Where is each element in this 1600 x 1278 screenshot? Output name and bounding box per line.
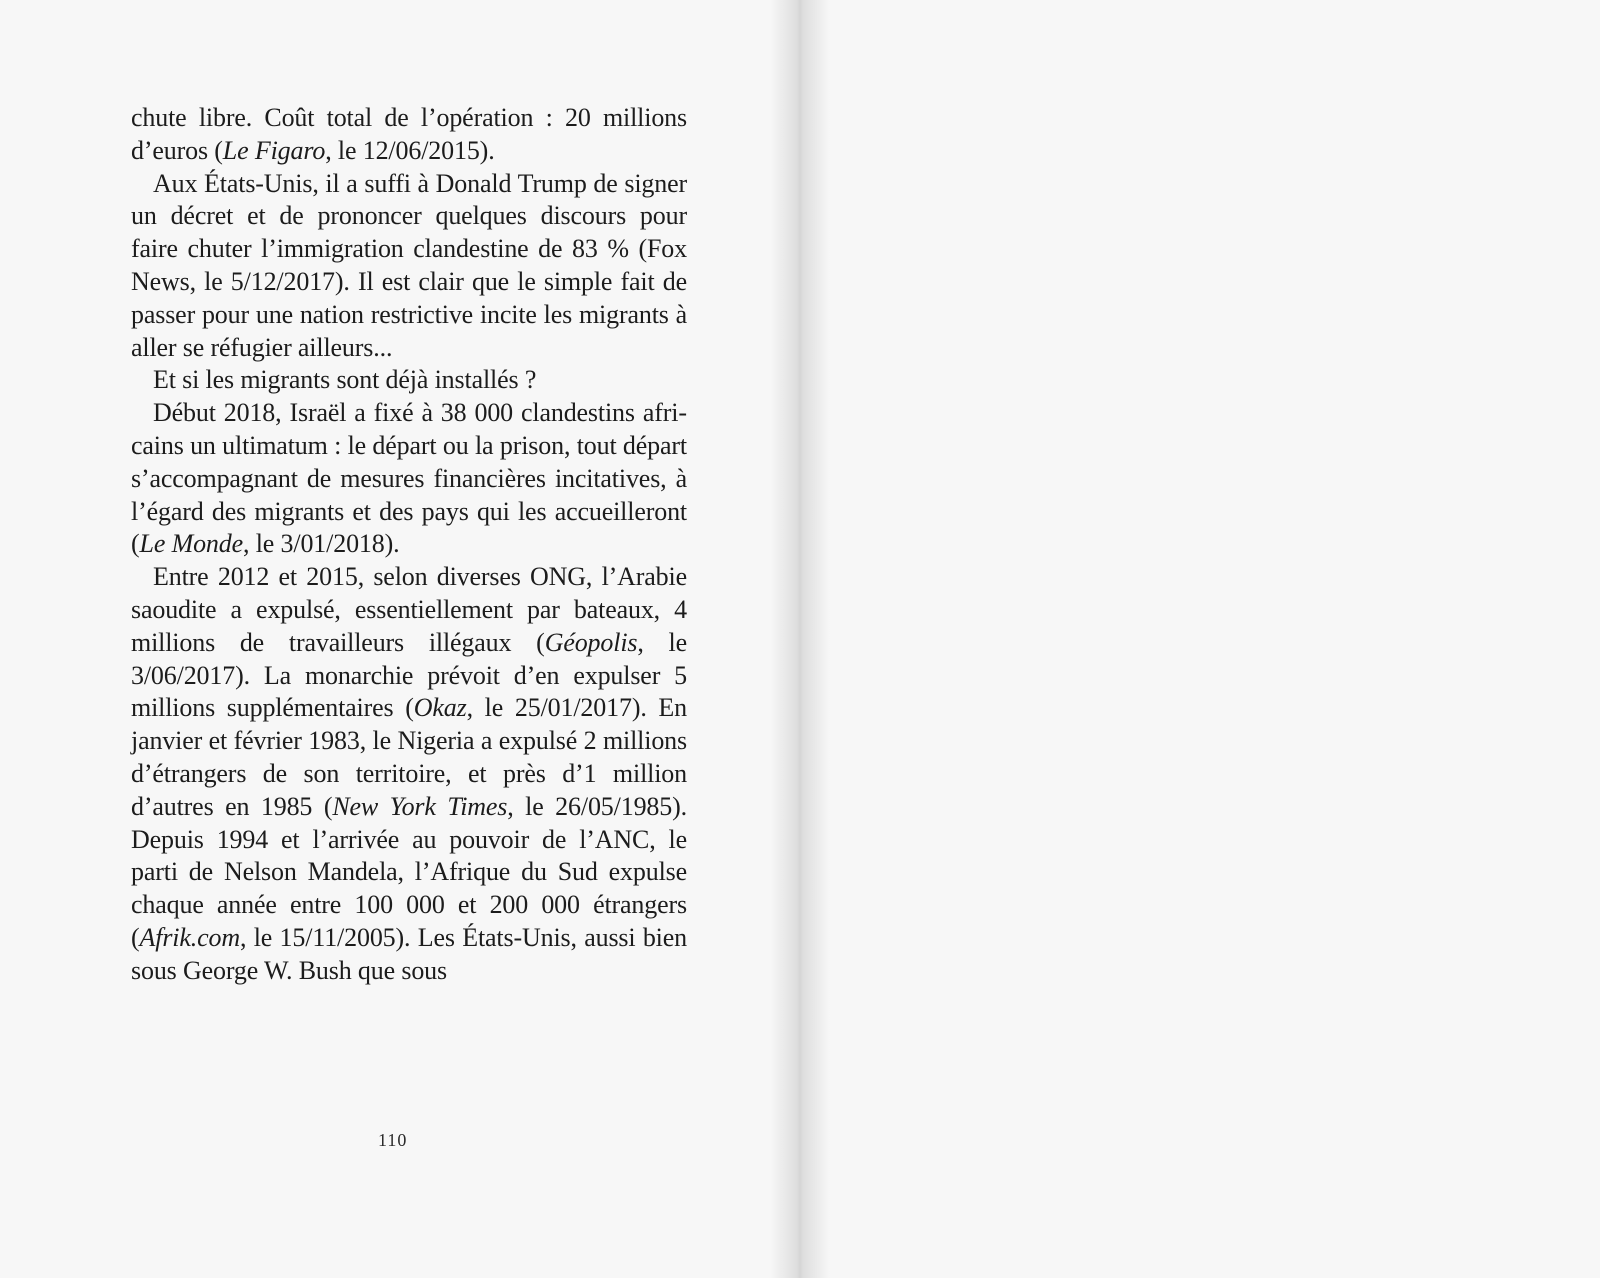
page-number-left: 110 [378, 1130, 408, 1150]
paragraph [131, 168, 687, 365]
paragraph [131, 102, 687, 168]
text-run: Entre 2012 et 2015, selon diverses ONG, l’Arabie saoudite a expulsé, essentiellement par bateaux, 4 millions de travailleurs illégaux ( [131, 562, 687, 657]
italic-citation: Le Monde [139, 529, 244, 559]
text-run: Aux États-Unis, il a suffi à Donald Trump de signer un décret et de prononcer quelques discours pour faire chuter l’immigration clandestine de 83 % (Fox News, le 5/12/2017). Il est clair que le simple fait de passer pour une nation restrictive incite les migrants à aller se réfugier ailleurs... [131, 168, 687, 362]
italic-citation: Le Figaro [222, 135, 326, 165]
italic-citation: Okaz [413, 693, 467, 723]
text-run: , le 25/01/2017). En janvier et février 1983, le Nigeria a expulsé 2 millions d’étrangers de son territoire, et près d’1 million d’autres en 1985 ( [131, 693, 687, 821]
text-run: , le 3/06/2017). La monarchie prévoit d’en expulser 5 millions supplémentaires ( [131, 627, 687, 723]
right-page [800, 0, 1600, 1278]
paragraph [131, 561, 687, 987]
paragraph [131, 397, 687, 561]
text-run: Et si les migrants sont déjà installés ? [153, 365, 537, 395]
text-run: , le 15/11/2005). Les États-Unis, aussi bien sous George W. Bush que sous [131, 922, 687, 985]
text-run: , le 12/06/2015). [325, 135, 495, 165]
italic-citation: New York Times [332, 791, 508, 821]
italic-citation: Afrik.com [139, 922, 240, 952]
book-gutter-shadow [770, 0, 830, 1278]
left-page-text [131, 102, 687, 988]
text-run: , le 26/05/1985). Depuis 1994 et l’arrivée au pouvoir de l’ANC, le parti de Nelson Mandela, l’Afrique du Sud expulse chaque année entre 100 000 et 200 000 étrangers ( [131, 791, 687, 952]
text-run: Début 2018, Israël a fixé à 38 000 clandestins africains un ultimatum : le départ ou la prison, tout départ s’accompagnant de mesures financières incitatives, à l’égard des migrants et des pays qui les accueilleront ( [131, 398, 687, 559]
paragraph [131, 364, 687, 397]
italic-citation: Géopolis [544, 627, 638, 657]
text-run: chute libre. Coût total de l’opération : 20 millions d’euros ( [131, 103, 687, 165]
text-run: , le 3/01/2018). [243, 529, 400, 559]
